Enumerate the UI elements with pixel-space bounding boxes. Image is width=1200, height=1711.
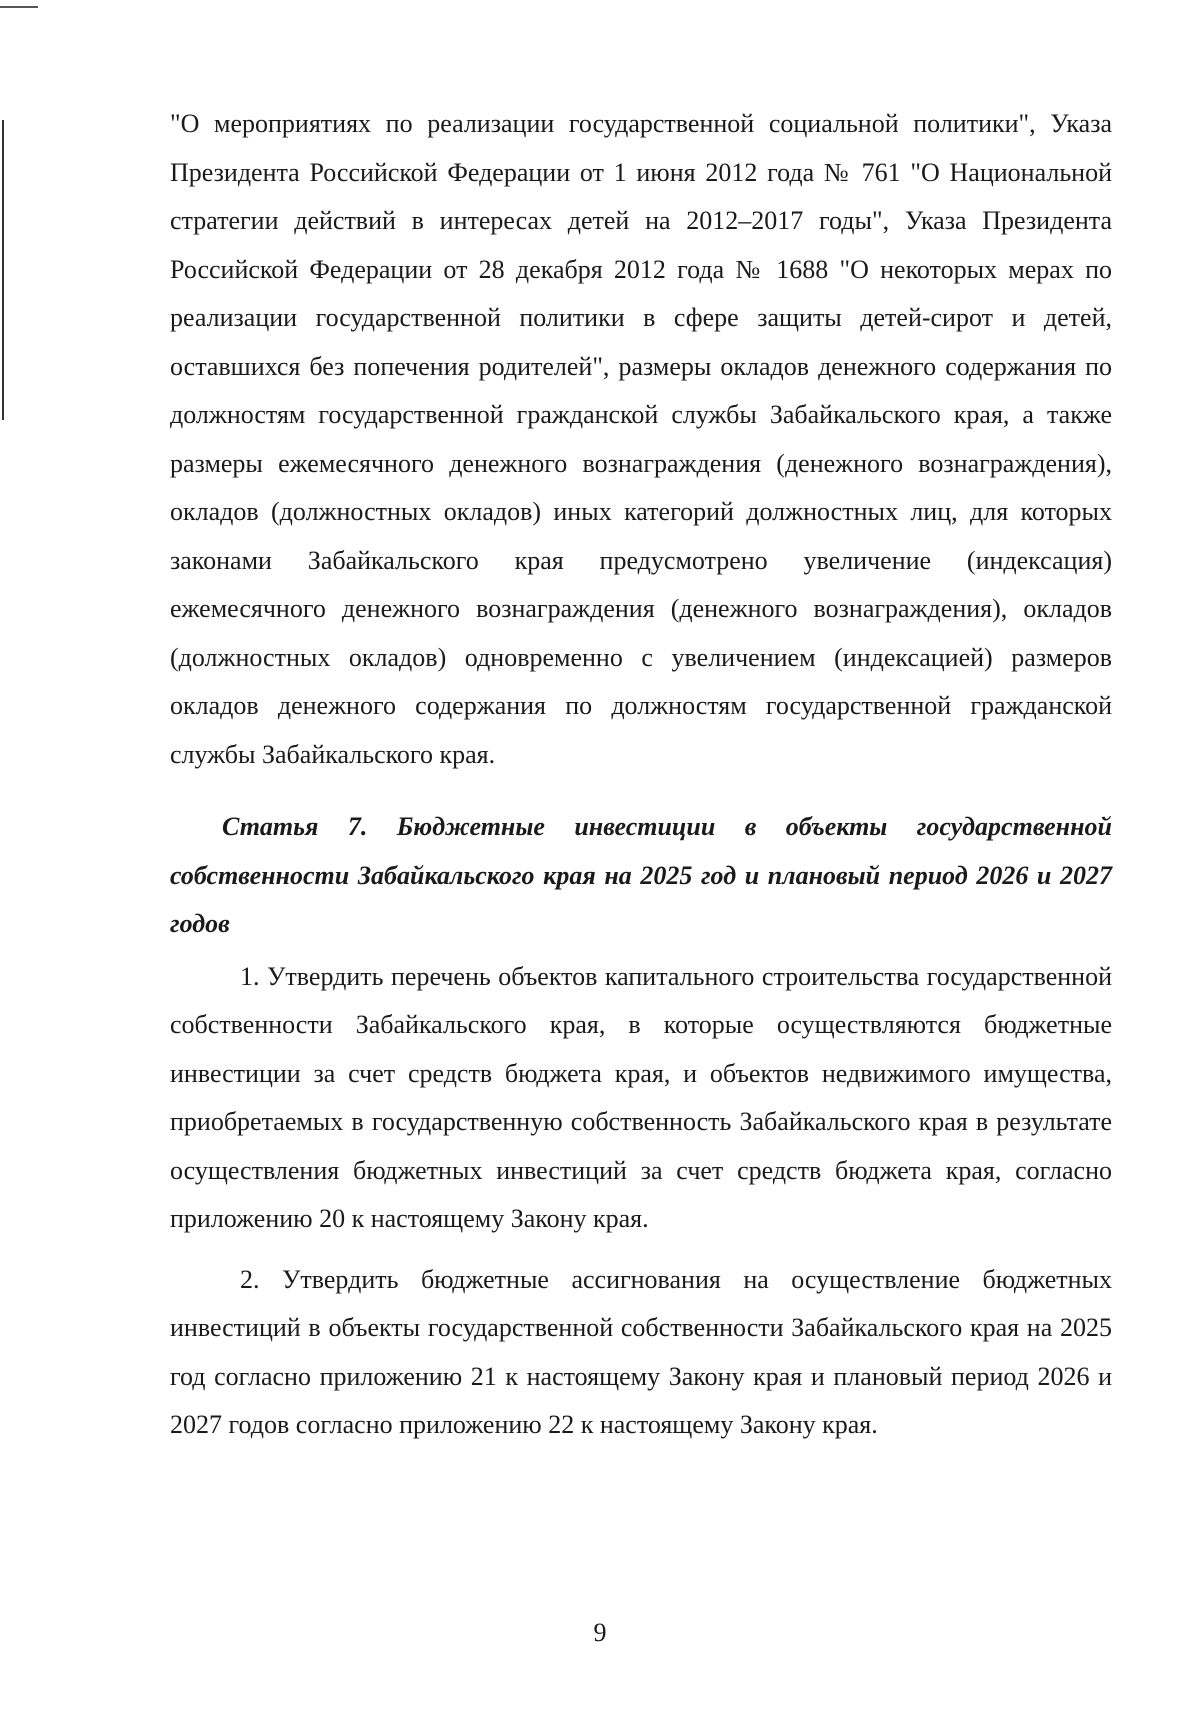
scan-edge-mark — [0, 6, 38, 8]
document-page — [170, 100, 1112, 1450]
clause-1-paragraph: 1. Утвердить перечень объектов капитального строительства государственной собственности Забайкальского края, в которые осуществляются бюджетные инвестиции за счет средств бюджета края, и объектов недвижимого имущества, приобретаемых в государственную собственность Забайкальского края в результате осуществления бюджетных инвестиций за счет средств бюджета края, согласно приложению 20 к настоящему Закону края. — [170, 961, 1112, 1233]
page-number: 9 — [593, 1618, 607, 1647]
article-heading: Статья 7. Бюджетные инвестиции в объекты государственной собственности Забайкальского края на 2025 год и плановый период 2026 и 2027 годов — [170, 812, 1112, 938]
scan-edge-mark — [2, 120, 4, 420]
intro-paragraph: "О мероприятиях по реализации государственной социальной политики", Указа Президента Российской Федерации от 1 июня 2012 года № 761 "О Национальной стратегии действий в интересах детей на 2012–2017 годы", Указа Президента Российской Федерации от 28 декабря 2012 года № 1688 "О некоторых мерах по реализации государственной политики в сфере защиты детей-сирот и детей, оставшихся без попечения родителей", размеры окладов денежного содержания по должностям государственной гражданской службы Забайкальского края, а также размеры ежемесячного денежного вознаграждения (денежного вознаграждения), окладов (должностных окладов) иных категорий должностных лиц, для которых законами Забайкальского края предусмотрено увеличение (индексация) ежемесячного денежного вознаграждения (денежного вознаграждения), окладов (должностных окладов) одновременно с увеличением (индексацией) размеров окладов денежного содержания по должностям государственной гражданской службы Забайкальского края. — [170, 109, 1112, 769]
clause-2-paragraph: 2. Утвердить бюджетные ассигнования на осуществление бюджетных инвестиций в объекты государственной собственности Забайкальского края на 2025 год согласно приложению 21 к настоящему Закону края и плановый период 2026 и 2027 годов согласно приложению 22 к настоящему Закону края. — [170, 1264, 1112, 1439]
